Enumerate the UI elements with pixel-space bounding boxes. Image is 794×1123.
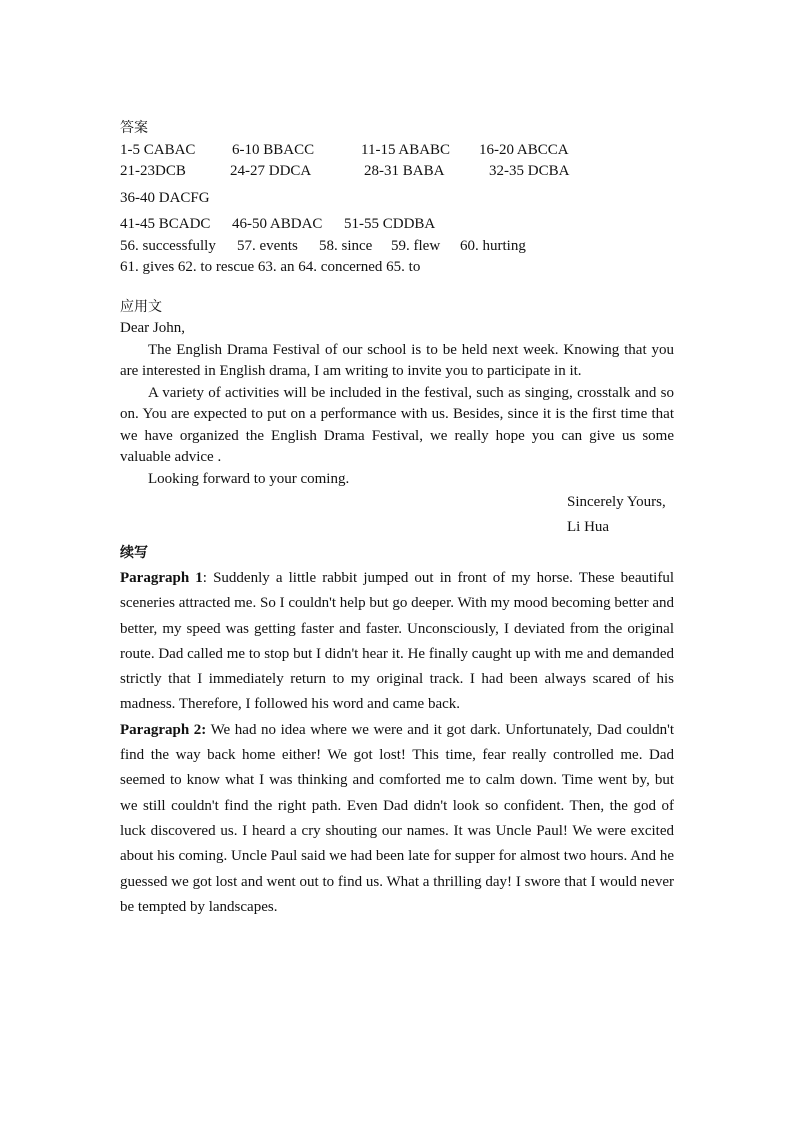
letter-signature: Li Hua xyxy=(567,519,610,535)
answer-group: 41-45 BCADC xyxy=(120,216,211,232)
answer-group: 16-20 ABCCA xyxy=(479,141,569,158)
answer-group: 46-50 ABDAC xyxy=(232,216,323,232)
letter-paragraph-1: The English Drama Festival of our school is to be held next week. Knowing that you are interested in English drama, I am writing to invite you to participate in it. xyxy=(120,341,674,379)
letter-signoff xyxy=(120,490,674,540)
letter-section xyxy=(120,297,674,541)
letter-closing: Sincerely Yours, xyxy=(567,494,666,510)
letter-paragraph-3: Looking forward to your coming. xyxy=(148,470,350,487)
letter-paragraph-2: A variety of activities will be included in the festival, such as singing, crosstalk and so on. You are expected to put on a performance with us. Besides, since it is the first time that we have organized the English Drama Festival, we really hope you can give us some valuable advice . xyxy=(120,384,674,465)
document-page xyxy=(120,118,674,920)
answer-group: 1-5 CABAC xyxy=(120,141,196,158)
answer-row-5 xyxy=(120,236,674,258)
answer-row-4 xyxy=(120,214,674,236)
answer-group: 58. since xyxy=(319,237,373,254)
paragraph-2-text: We had no idea where we were and it got dark. Unfortunately, Dad couldn't find the way back home either! We got lost! This time, fear really controlled me. Dad seemed to know what I was thinking and comforted me to calm down. Time went by, but we still couldn't find the right path. Even Dad didn't look so confident. Then, the god of luck discovered us. I heard a cry shouting our names. It was Uncle Paul! We were excited about his coming. Uncle Paul said we had been late for supper for almost two hours. And he guessed we got lost and went out to find us. What a thrilling day! I swore that I would never be tempted by landscapes. xyxy=(120,721,674,915)
answer-group: 24-27 DDCA xyxy=(230,163,312,179)
answer-group: 32-35 DCBA xyxy=(489,163,570,179)
paragraph-2-label: Paragraph 2: xyxy=(120,721,207,738)
answer-group: 11-15 ABABC xyxy=(361,141,451,158)
answer-group: 28-31 BABA xyxy=(364,163,445,179)
answer-group: 57. events xyxy=(237,237,298,254)
paragraph-1-text: : Suddenly a little rabbit jumped out in front of my horse. These beautiful sceneries attracted me. So I couldn't help but go deeper. With my mood becoming better and better, my speed was getting faster and faster. Unconsciously, I deviated from the original route. Dad called me to stop but I didn't hear it. He finally caught up with me and demanded strictly that I immediately return to my original track. I had been always scared of his madness. Therefore, I followed his word and came back. xyxy=(120,570,674,713)
continuation-paragraph-1 xyxy=(120,566,674,718)
answer-row-2 xyxy=(120,161,674,183)
answer-row-1 xyxy=(120,140,674,162)
answer-group: 60. hurting xyxy=(460,237,526,254)
answer-row-6: 61. gives 62. to rescue 63. an 64. concerned 65. to xyxy=(120,259,421,275)
answer-group: 59. flew xyxy=(391,237,441,254)
continuation-paragraph-2 xyxy=(120,718,674,920)
continuation-heading: 续写 xyxy=(120,545,148,561)
answer-group: 6-10 BBACC xyxy=(232,141,315,158)
continuation-section xyxy=(120,540,674,920)
answer-group: 21-23DCB xyxy=(120,163,186,179)
answer-group: 51-55 CDDBA xyxy=(344,216,436,232)
answers-section xyxy=(120,118,674,279)
answer-row-3: 36-40 DACFG xyxy=(120,189,210,206)
paragraph-1-label: Paragraph 1 xyxy=(120,570,203,586)
letter-heading: 应用文 xyxy=(120,298,162,315)
letter-salutation: Dear John, xyxy=(120,320,185,336)
answers-heading: 答案 xyxy=(120,120,148,136)
answer-group: 56. successfully xyxy=(120,237,216,254)
